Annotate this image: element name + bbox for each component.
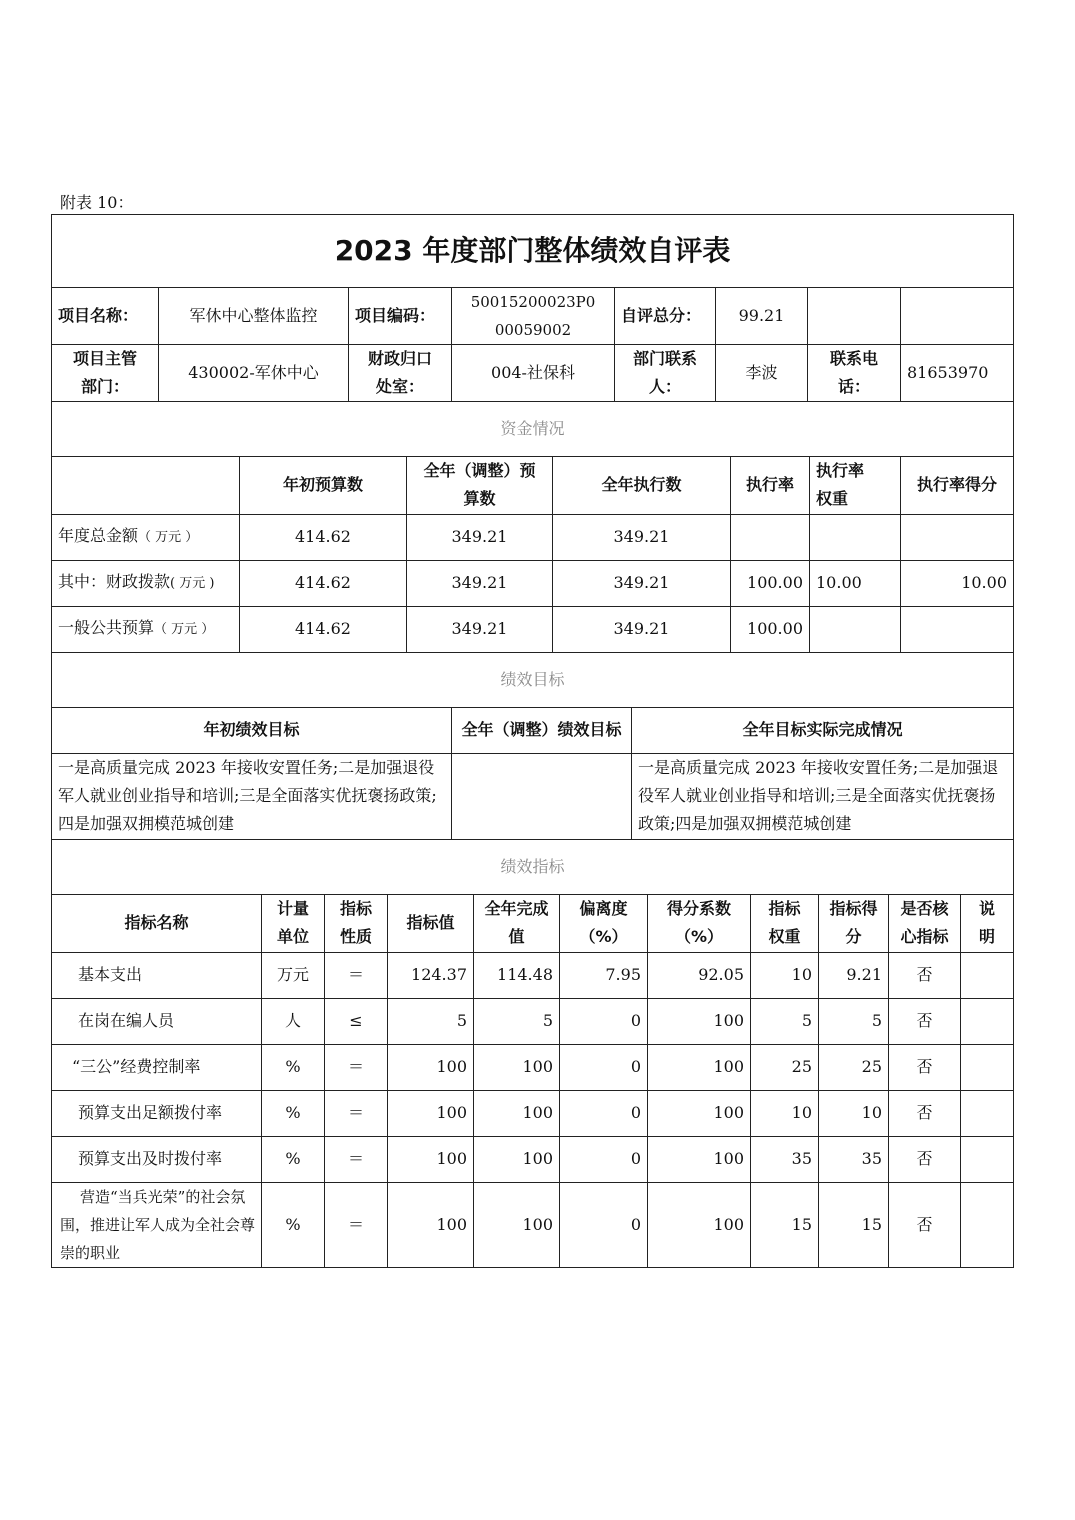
- funds-header-adjusted-line1: 全年（调整）预: [423, 461, 536, 481]
- funds-rate: [731, 514, 810, 560]
- ind-unit: %: [262, 1044, 325, 1090]
- empty-cell: [52, 457, 240, 514]
- ind-target: 100: [388, 1182, 474, 1267]
- ind-core: 否: [889, 1136, 961, 1182]
- ind-header-score: [819, 895, 889, 952]
- ind-header-nature-line1: 指标: [339, 899, 372, 919]
- ind-weight: 10: [751, 952, 819, 998]
- funds-header-initial: 年初预算数: [240, 457, 407, 514]
- info-table: [51, 214, 1014, 457]
- funds-header-adjusted: [407, 457, 553, 514]
- funds-row-label-text: 年度总金额: [58, 526, 139, 545]
- ind-target: 124.37: [388, 952, 474, 998]
- ind-header-dev: [560, 895, 648, 952]
- ind-score: 5: [819, 998, 889, 1044]
- ind-coef: 100: [648, 1136, 751, 1182]
- ind-nature: ＝: [325, 1090, 388, 1136]
- ind-header-done: [474, 895, 560, 952]
- indicators-table: [51, 895, 1014, 1268]
- funds-initial: 414.62: [240, 560, 407, 606]
- ind-header-target: 指标值: [388, 895, 474, 952]
- ind-header-coef-line2: （%）: [674, 927, 724, 947]
- funds-adjusted: 349.21: [407, 514, 553, 560]
- ind-header-score-line2: 分: [845, 927, 862, 947]
- goals-section-title: 绩效目标: [52, 652, 1014, 707]
- ind-nature: ＝: [325, 1044, 388, 1090]
- funds-initial: 414.62: [240, 606, 407, 652]
- ind-name: 营造“当兵光荣”的社会氛围，推进让军人成为全社会尊崇的职业: [52, 1182, 262, 1267]
- goals-table: [51, 708, 1014, 896]
- funds-weight: [810, 606, 901, 652]
- ind-score: 10: [819, 1090, 889, 1136]
- goals-adjusted-text: [452, 754, 632, 840]
- project-code-value: [452, 288, 615, 345]
- ind-nature: ＝: [325, 1182, 388, 1267]
- indicators-section-title: 绩效指标: [52, 840, 1014, 895]
- ind-note: [961, 952, 1014, 998]
- contact-value: 李波: [716, 345, 808, 402]
- ind-weight: 35: [751, 1136, 819, 1182]
- funds-row-label: [52, 514, 240, 560]
- score-value: 99.21: [716, 288, 808, 345]
- ind-header-weight-line1: 指标: [768, 899, 801, 919]
- ind-dev: 0: [560, 1044, 648, 1090]
- ind-header-dev-line2: （%）: [579, 927, 628, 947]
- goals-actual-text: 一是高质量完成 2023 年接收安置任务;二是加强退役军人就业创业指导和培训;三是全面落实优抚褒扬政策;四是加强双拥模范城创建: [632, 754, 1014, 840]
- ind-header-core: [889, 895, 961, 952]
- ind-header-core-line1: 是否核: [900, 899, 949, 919]
- ind-header-core-line2: 心指标: [900, 927, 949, 947]
- funds-score: [901, 606, 1014, 652]
- ind-done: 100: [474, 1182, 560, 1267]
- funds-row-label-text: 一般公共预算: [58, 618, 155, 637]
- funds-header-weight: [810, 457, 901, 514]
- funds-table: [51, 457, 1014, 708]
- table-row: [52, 514, 1014, 560]
- funds-header-rate-score: 执行率得分: [901, 457, 1014, 514]
- funds-row-unit: （ 万元 ）: [138, 530, 199, 545]
- funds-rate: 100.00: [731, 606, 810, 652]
- funds-weight: 10.00: [810, 560, 901, 606]
- ind-coef: 92.05: [648, 952, 751, 998]
- appendix-caption: 附表 10：: [60, 193, 134, 212]
- funds-section-title: 资金情况: [52, 402, 1014, 457]
- ind-note: [961, 998, 1014, 1044]
- ind-weight: 5: [751, 998, 819, 1044]
- table-row: [52, 1136, 1014, 1182]
- ind-name: “三公”经费控制率: [52, 1044, 262, 1090]
- ind-weight: 25: [751, 1044, 819, 1090]
- score-label: 自评总分：: [615, 288, 716, 345]
- ind-done: 100: [474, 1044, 560, 1090]
- ind-dev: 0: [560, 998, 648, 1044]
- goals-header-actual: 全年目标实际完成情况: [632, 708, 1014, 754]
- finance-label-line1: 财政归口: [367, 349, 432, 368]
- ind-header-note: [961, 895, 1014, 952]
- ind-dev: 0: [560, 1090, 648, 1136]
- ind-name: 预算支出足额拨付率: [52, 1090, 262, 1136]
- funds-executed: 349.21: [553, 514, 731, 560]
- ind-done: 100: [474, 1136, 560, 1182]
- funds-header-weight-line1: 执行率: [816, 461, 865, 481]
- ind-unit: 人: [262, 998, 325, 1044]
- funds-executed: 349.21: [553, 560, 731, 606]
- funds-header-executed: 全年执行数: [553, 457, 731, 514]
- funds-row-label: [52, 606, 240, 652]
- table-row: [52, 998, 1014, 1044]
- ind-done: 5: [474, 998, 560, 1044]
- goals-initial-text: 一是高质量完成 2023 年接收安置任务;二是加强退役军人就业创业指导和培训;三是全面落实优抚褒扬政策;四是加强双拥模范城创建: [52, 754, 452, 840]
- ind-header-coef: [648, 895, 751, 952]
- funds-row-label-text: 其中：财政拨款: [58, 572, 171, 591]
- ind-unit: 万元: [262, 952, 325, 998]
- funds-adjusted: 349.21: [407, 560, 553, 606]
- ind-header-dev-line1: 偏离度: [579, 899, 628, 919]
- table-row: [52, 1090, 1014, 1136]
- table-row: [52, 1044, 1014, 1090]
- ind-weight: 15: [751, 1182, 819, 1267]
- ind-header-name: 指标名称: [52, 895, 262, 952]
- project-name-value: 军休中心整体监控: [159, 288, 349, 345]
- ind-nature: ＝: [325, 1136, 388, 1182]
- ind-note: [961, 1136, 1014, 1182]
- ind-score: 35: [819, 1136, 889, 1182]
- ind-target: 100: [388, 1136, 474, 1182]
- ind-note: [961, 1182, 1014, 1267]
- funds-header-weight-line2: 权重: [816, 489, 849, 509]
- ind-score: 15: [819, 1182, 889, 1267]
- ind-name: 基本支出: [52, 952, 262, 998]
- ind-target: 100: [388, 1044, 474, 1090]
- funds-adjusted: 349.21: [407, 606, 553, 652]
- ind-header-unit: [262, 895, 325, 952]
- ind-header-done-line2: 值: [508, 927, 525, 947]
- ind-done: 100: [474, 1090, 560, 1136]
- table-row: [52, 952, 1014, 998]
- finance-label: [349, 345, 452, 402]
- ind-core: 否: [889, 1044, 961, 1090]
- funds-row-label: [52, 560, 240, 606]
- finance-label-line2: 处室：: [375, 377, 424, 396]
- ind-name: 在岗在编人员: [52, 998, 262, 1044]
- dept-label-line2: 部门：: [80, 377, 129, 396]
- funds-weight: [810, 514, 901, 560]
- project-code-label: 项目编码：: [349, 288, 452, 345]
- dept-value: 430002-军休中心: [159, 345, 349, 402]
- project-name-label: 项目名称：: [52, 288, 159, 345]
- ind-header-note-line1: 说: [978, 899, 995, 919]
- ind-coef: 100: [648, 1182, 751, 1267]
- ind-unit: %: [262, 1136, 325, 1182]
- empty-cell: [901, 288, 1014, 345]
- goals-header-initial: 年初绩效目标: [52, 708, 452, 754]
- ind-coef: 100: [648, 998, 751, 1044]
- ind-weight: 10: [751, 1090, 819, 1136]
- contact-label-line2: 人：: [648, 377, 681, 396]
- ind-header-score-line1: 指标得: [829, 899, 878, 919]
- table-row: [52, 560, 1014, 606]
- finance-value: 004-社保科: [452, 345, 615, 402]
- ind-target: 5: [388, 998, 474, 1044]
- ind-core: 否: [889, 1182, 961, 1267]
- ind-coef: 100: [648, 1044, 751, 1090]
- funds-score: 10.00: [901, 560, 1014, 606]
- phone-label: [808, 345, 901, 402]
- ind-header-nature: [325, 895, 388, 952]
- funds-row-unit: ( 万元 ): [170, 576, 215, 591]
- goals-header-adjusted: 全年（调整）绩效目标: [452, 708, 632, 754]
- ind-header-weight: [751, 895, 819, 952]
- ind-dev: 0: [560, 1182, 648, 1267]
- ind-core: 否: [889, 952, 961, 998]
- ind-header-nature-line2: 性质: [339, 927, 372, 947]
- phone-value: 81653970: [901, 345, 1014, 402]
- evaluation-sheet: [51, 214, 1013, 1268]
- project-code-line1: 50015200023P0: [470, 293, 596, 311]
- ind-core: 否: [889, 1090, 961, 1136]
- ind-score: 25: [819, 1044, 889, 1090]
- ind-score: 9.21: [819, 952, 889, 998]
- funds-header-adjusted-line2: 算数: [463, 489, 496, 509]
- funds-row-unit: （ 万元 ）: [154, 622, 215, 637]
- table-row: [52, 1182, 1014, 1267]
- dept-label-line1: 项目主管: [72, 349, 137, 368]
- ind-header-unit-line1: 计量: [276, 899, 309, 919]
- ind-header-weight-line2: 权重: [768, 927, 801, 947]
- ind-core: 否: [889, 998, 961, 1044]
- funds-rate: 100.00: [731, 560, 810, 606]
- dept-label: [52, 345, 159, 402]
- ind-name: 预算支出及时拨付率: [52, 1136, 262, 1182]
- ind-done: 114.48: [474, 952, 560, 998]
- funds-executed: 349.21: [553, 606, 731, 652]
- ind-header-note-line2: 明: [978, 927, 995, 947]
- ind-dev: 7.95: [560, 952, 648, 998]
- ind-unit: %: [262, 1090, 325, 1136]
- ind-unit: %: [262, 1182, 325, 1267]
- phone-label-line1: 联系电: [829, 349, 878, 368]
- ind-header-coef-line1: 得分系数: [666, 899, 731, 919]
- funds-initial: 414.62: [240, 514, 407, 560]
- ind-dev: 0: [560, 1136, 648, 1182]
- funds-score: [901, 514, 1014, 560]
- ind-header-done-line1: 全年完成: [484, 899, 549, 919]
- ind-nature: ≤: [325, 998, 388, 1044]
- funds-header-rate: 执行率: [731, 457, 810, 514]
- ind-target: 100: [388, 1090, 474, 1136]
- ind-note: [961, 1090, 1014, 1136]
- contact-label-line1: 部门联系: [632, 349, 697, 368]
- project-code-line2: 00059002: [494, 321, 572, 339]
- ind-nature: ＝: [325, 952, 388, 998]
- ind-header-unit-line2: 单位: [276, 927, 309, 947]
- ind-note: [961, 1044, 1014, 1090]
- page-title: 2023 年度部门整体绩效自评表: [52, 215, 1014, 288]
- ind-coef: 100: [648, 1090, 751, 1136]
- phone-label-line2: 话：: [837, 377, 870, 396]
- table-row: [52, 606, 1014, 652]
- empty-cell: [808, 288, 901, 345]
- contact-label: [615, 345, 716, 402]
